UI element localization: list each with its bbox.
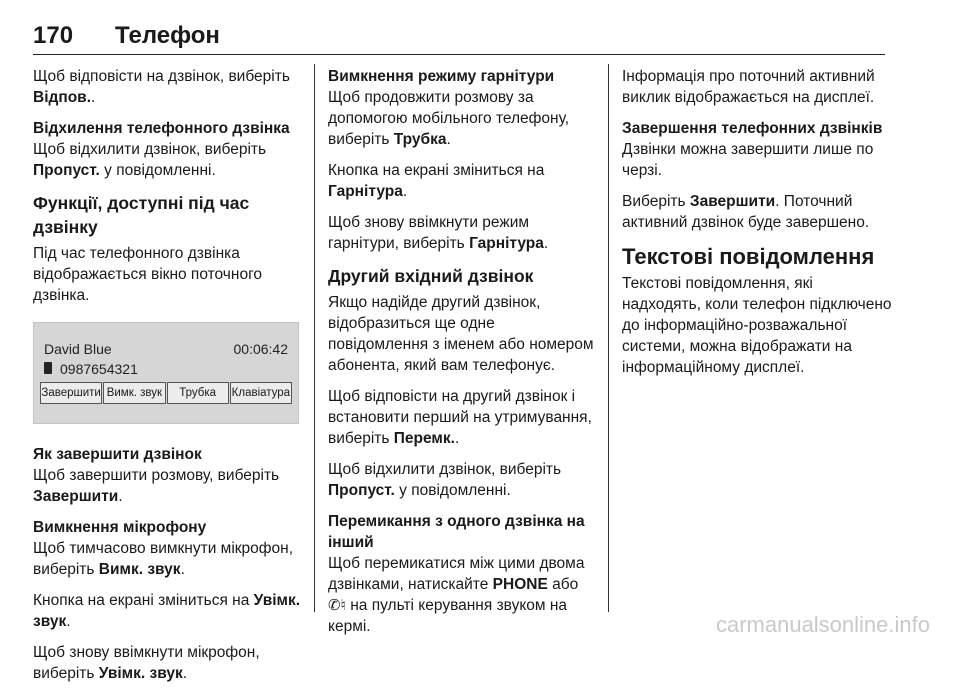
- mobile-phone-icon: [44, 362, 52, 374]
- heading-switch-calls: Перемикання з одного дзвінка на інший: [328, 513, 585, 551]
- column-divider-1: [314, 64, 315, 612]
- mute-button: Вимк. звук: [103, 382, 165, 404]
- column-1: [33, 66, 305, 694]
- page-header: [33, 22, 885, 55]
- answer-paragraph: Щоб відповісти на дзвінок, виберіть Відпов..: [33, 68, 290, 106]
- switch-paragraph: Щоб перемикатися між цими двома дзвінками, натискайте PHONE або ✆♮ на пульті керування звуком на кермі.: [328, 555, 585, 635]
- switch-answer-paragraph: Щоб відповісти на другий дзвінок і встановити перший на утримування, виберіть Перемк..: [328, 388, 592, 447]
- call-screen-illustration: [33, 322, 299, 424]
- heading-end-calls: Завершення телефонних дзвінків: [622, 120, 883, 137]
- end-call-button: Завершити: [40, 382, 102, 404]
- reject-second-paragraph: Щоб відхилити дзвінок, виберіть Пропуст. у повідомленні.: [328, 461, 562, 499]
- column-2: [328, 66, 598, 647]
- column-3: [622, 66, 892, 388]
- keypad-button: Клавіатура: [230, 382, 292, 404]
- caller-name: David Blue: [44, 341, 112, 357]
- watermark: carmanualsonline.info: [715, 612, 930, 637]
- column-divider-2: [608, 64, 609, 612]
- heading-reject-call: Відхилення телефонного дзвінка: [33, 120, 290, 137]
- handset-button: Трубка: [167, 382, 229, 404]
- second-call-paragraph: Якщо надійде другий дзвінок, відобразиться ще одне повідомлення з іменем або номером абонента, який вам телефонує.: [328, 294, 594, 374]
- mute-paragraph: Щоб тимчасово вимкнути мікрофон, виберіть Вимк. звук.: [33, 540, 294, 578]
- heading-mute: Вимкнення мікрофону: [33, 519, 207, 536]
- page-number: 170: [33, 22, 74, 49]
- caller-number: 0987654321: [60, 361, 138, 377]
- end-call-paragraph: Щоб завершити розмову, виберіть Завершити.: [33, 467, 280, 505]
- phone-voice-icon: ✆♮: [328, 597, 346, 614]
- call-window-paragraph: Під час телефонного дзвінка відображається вікно поточного дзвінка.: [33, 245, 262, 304]
- page-title: Телефон: [115, 22, 220, 49]
- end-active-paragraph: Виберіть Завершити. Поточний активний дзвінок буде завершено.: [622, 193, 870, 231]
- text-messages-paragraph: Текстові повідомлення, які надходять, коли телефон підключено до інформаційно-розважальної системи, можна відображати на інформаційному дисплеї.: [622, 275, 892, 376]
- heading-end-call: Як завершити дзвінок: [33, 446, 202, 463]
- active-call-info-paragraph: Інформація про поточний активний виклик відображається на дисплеї.: [622, 68, 875, 106]
- heading-text-messages: Текстові повідомлення: [622, 244, 875, 269]
- call-duration: 00:06:42: [233, 341, 288, 357]
- reject-paragraph: Щоб відхилити дзвінок, виберіть Пропуст. у повідомленні.: [33, 141, 267, 179]
- end-calls-paragraph: Дзвінки можна завершити лише по черзі.: [622, 141, 874, 179]
- headset-button-change-paragraph: Кнопка на екрані зміниться на Гарнітура.: [328, 162, 545, 200]
- handset-paragraph: Щоб продовжити розмову за допомогою мобільного телефону, виберіть Трубка.: [328, 89, 570, 148]
- heading-headset-off: Вимкнення режиму гарнітури: [328, 68, 555, 85]
- unmute-paragraph: Щоб знову ввімкнути мікрофон, виберіть Увімк. звук.: [33, 644, 260, 682]
- heading-call-functions: Функції, доступні під час дзвінку: [33, 193, 250, 237]
- heading-second-call: Другий вхідний дзвінок: [328, 266, 534, 286]
- headset-on-paragraph: Щоб знову ввімкнути режим гарнітури, виберіть Гарнітура.: [328, 214, 549, 252]
- call-buttons: [40, 382, 292, 404]
- mute-button-change-paragraph: Кнопка на екрані зміниться на Увімк. звук.: [33, 592, 301, 630]
